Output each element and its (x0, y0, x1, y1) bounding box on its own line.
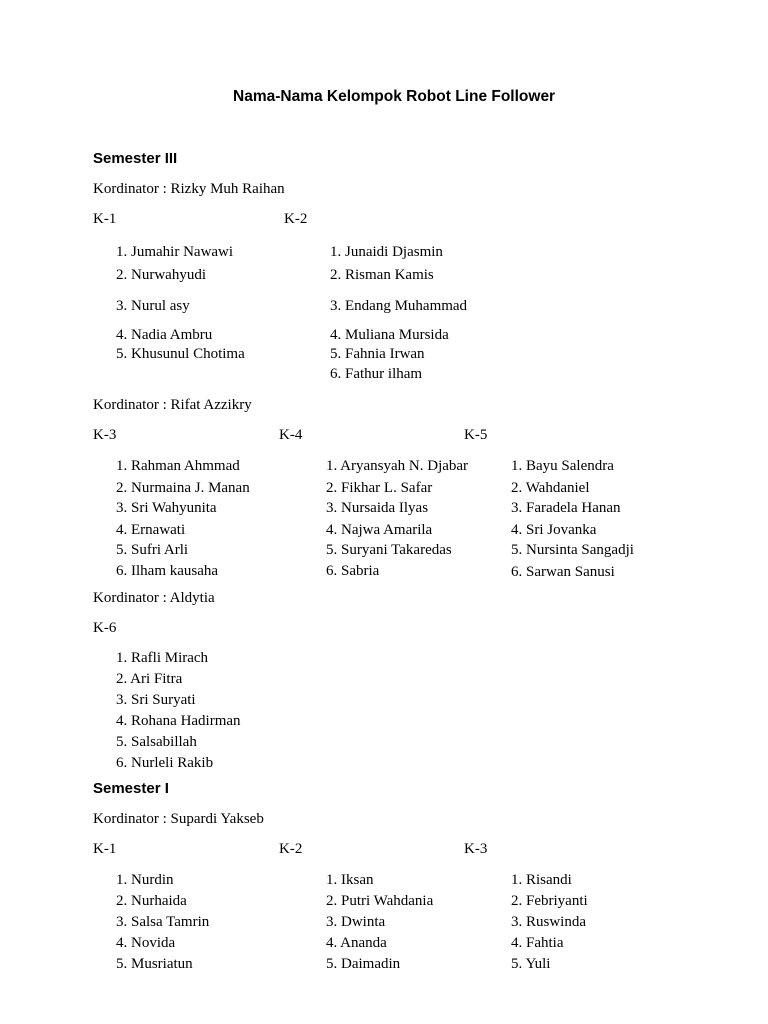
list-item: 5. Fahnia Irwan (330, 346, 425, 362)
list-item: 5. Yuli (511, 956, 551, 972)
list-item: 1. Bayu Salendra (511, 458, 614, 474)
list-item: 1. Rahman Ahmmad (116, 458, 240, 474)
list-item: 2. Nurwahyudi (116, 267, 206, 283)
list-item: 4. Najwa Amarila (326, 522, 433, 538)
coordinator-line: Kordinator : Aldytia (93, 590, 215, 606)
list-item: 2. Risman Kamis (330, 267, 434, 283)
coordinator-line: Kordinator : Rizky Muh Raihan (93, 181, 285, 197)
list-item: 4. Ernawati (116, 522, 186, 538)
list-item: 6. Sarwan Sanusi (511, 564, 615, 580)
list-item: 2. Nurmaina J. Manan (116, 480, 250, 496)
list-item: 5. Sufri Arli (116, 542, 189, 558)
list-item: 6. Nurleli Rakib (116, 755, 214, 771)
list-item: 2. Febriyanti (511, 893, 588, 909)
list-item: 3. Endang Muhammad (330, 298, 468, 314)
list-item: 4. Novida (116, 935, 176, 951)
list-item: 4. Fahtia (511, 935, 564, 951)
list-item: 2. Fikhar L. Safar (326, 480, 433, 496)
group-label-k6: K-6 (93, 620, 117, 636)
list-item: 3. Ruswinda (511, 914, 586, 930)
list-item: 2. Ari Fitra (116, 671, 183, 687)
group-label-k3: K-3 (93, 427, 117, 443)
list-item: 1. Nurdin (116, 872, 174, 888)
list-item: 2. Wahdaniel (511, 480, 590, 496)
section-heading-semester-3: Semester III (93, 150, 178, 167)
list-item: 5. Khusunul Chotima (116, 346, 245, 362)
list-item: 3. Nursaida Ilyas (326, 500, 429, 516)
list-item: 1. Junaidi Djasmin (330, 244, 443, 260)
coordinator-line: Kordinator : Supardi Yakseb (93, 811, 264, 827)
list-item: 5. Salsabillah (116, 734, 197, 750)
list-item: 5. Nursinta Sangadji (511, 542, 634, 558)
list-item: 3. Faradela Hanan (511, 500, 621, 516)
list-item: 4. Muliana Mursida (330, 327, 449, 343)
group-label-k4: K-4 (279, 427, 303, 443)
list-item: 6. Ilham kausaha (116, 563, 219, 579)
section-heading-semester-1: Semester I (93, 780, 169, 797)
group-label-k2: K-2 (284, 211, 308, 227)
list-item: 1. Risandi (511, 872, 572, 888)
list-item: 6. Fathur ilham (330, 366, 423, 382)
page-title: Nama-Nama Kelompok Robot Line Follower (233, 88, 556, 105)
list-item: 3. Sri Wahyunita (116, 500, 217, 516)
list-item: 1. Jumahir Nawawi (116, 244, 234, 260)
group-label-k3: K-3 (464, 841, 488, 857)
group-label-k5: K-5 (464, 427, 488, 443)
list-item: 3. Salsa Tamrin (116, 914, 210, 930)
list-item: 3. Nurul asy (116, 298, 190, 314)
group-label-k1: K-1 (93, 211, 117, 227)
list-item: 5. Musriatun (116, 956, 193, 972)
list-item: 5. Daimadin (326, 956, 401, 972)
list-item: 1. Rafli Mirach (116, 650, 209, 666)
list-item: 2. Putri Wahdania (326, 893, 434, 909)
list-item: 4. Nadia Ambru (116, 327, 213, 343)
list-item: 4. Ananda (326, 935, 387, 951)
list-item: 4. Sri Jovanka (511, 522, 597, 538)
list-item: 6. Sabria (326, 563, 380, 579)
list-item: 3. Dwinta (326, 914, 386, 930)
coordinator-line: Kordinator : Rifat Azzikry (93, 397, 252, 413)
list-item: 1. Aryansyah N. Djabar (326, 458, 469, 474)
list-item: 5. Suryani Takaredas (326, 542, 452, 558)
list-item: 3. Sri Suryati (116, 692, 196, 708)
group-label-k1: K-1 (93, 841, 117, 857)
list-item: 1. Iksan (326, 872, 374, 888)
list-item: 4. Rohana Hadirman (116, 713, 241, 729)
group-label-k2: K-2 (279, 841, 303, 857)
list-item: 2. Nurhaida (116, 893, 187, 909)
